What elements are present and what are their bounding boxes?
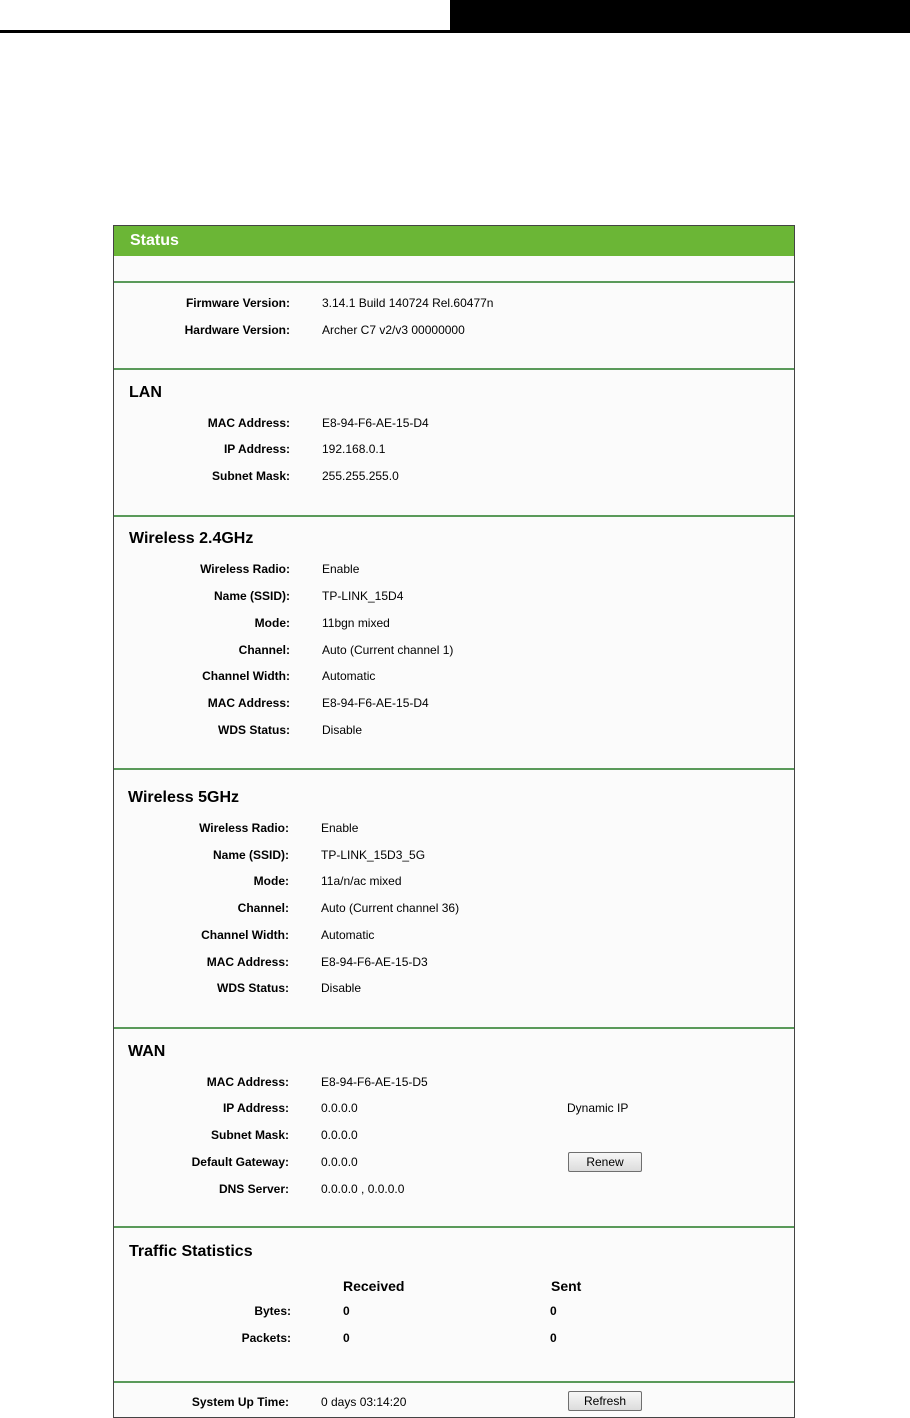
section-divider <box>114 1226 794 1228</box>
wireless5-mode-label: Mode: <box>253 874 289 888</box>
lan-ip-value: 192.168.0.1 <box>322 442 386 456</box>
wireless24-mode-value: 11bgn mixed <box>322 616 390 630</box>
wireless5-ssid-value: TP-LINK_15D3_5G <box>321 848 426 862</box>
wireless5-radio-value: Enable <box>321 821 359 835</box>
wan-gateway-value: 0.0.0.0 <box>321 1155 358 1169</box>
traffic-received-header: Received <box>343 1278 405 1294</box>
wireless24-ssid-label: Name (SSID): <box>213 589 290 603</box>
firmware-version-value: 3.14.1 Build 140724 Rel.60477n <box>322 296 494 310</box>
panel-title: Status <box>114 226 794 256</box>
status-panel <box>113 225 795 1418</box>
uptime-value: 0 days 03:14:20 <box>321 1395 407 1409</box>
wireless24-mode-label: Mode: <box>254 616 290 630</box>
wireless5-radio-label: Wireless Radio: <box>199 821 289 835</box>
lan-mask-label: Subnet Mask: <box>211 469 290 483</box>
wireless24-ssid-value: TP-LINK_15D4 <box>322 589 404 603</box>
wan-ip-label: IP Address: <box>222 1101 289 1115</box>
traffic-packets-received: 0 <box>343 1331 350 1345</box>
wireless5-ssid-label: Name (SSID): <box>212 848 289 862</box>
wan-mac-label: MAC Address: <box>206 1075 289 1089</box>
section-divider <box>114 515 794 517</box>
wireless24-heading: Wireless 2.4GHz <box>129 530 254 547</box>
hardware-version-label: Hardware Version: <box>184 323 290 337</box>
wireless5-channel-value: Auto (Current channel 36) <box>321 901 460 915</box>
section-divider <box>114 768 794 770</box>
renew-button[interactable]: Renew <box>568 1152 642 1172</box>
wan-connection-type: Dynamic IP <box>567 1101 629 1115</box>
wireless24-wds-label: WDS Status: <box>218 723 290 737</box>
wireless5-heading: Wireless 5GHz <box>128 789 240 806</box>
wireless5-width-value: Automatic <box>321 928 375 942</box>
traffic-heading: Traffic Statistics <box>129 1243 253 1260</box>
lan-heading: LAN <box>129 384 162 401</box>
refresh-button[interactable]: Refresh <box>568 1391 642 1411</box>
section-divider <box>114 1027 794 1029</box>
document-header-rule <box>0 30 452 33</box>
wan-mac-value: E8-94-F6-AE-15-D5 <box>321 1075 428 1089</box>
section-divider <box>114 368 794 370</box>
wireless5-width-label: Channel Width: <box>201 928 289 942</box>
wireless24-mac-label: MAC Address: <box>207 696 290 710</box>
wireless24-wds-value: Disable <box>322 723 363 737</box>
traffic-packets-label: Packets: <box>241 1331 291 1345</box>
lan-mask-value: 255.255.255.0 <box>322 469 399 483</box>
wan-heading: WAN <box>128 1043 166 1060</box>
wireless5-mode-value: 11a/n/ac mixed <box>321 874 402 888</box>
wireless5-wds-value: Disable <box>321 981 362 995</box>
lan-ip-label: IP Address: <box>223 442 290 456</box>
document-header-bar <box>450 0 910 33</box>
traffic-bytes-received: 0 <box>343 1304 350 1318</box>
wireless24-width-value: Automatic <box>322 669 376 683</box>
section-divider <box>114 1381 794 1383</box>
wan-mask-label: Subnet Mask: <box>210 1128 289 1142</box>
wireless24-width-label: Channel Width: <box>202 669 290 683</box>
wireless24-radio-value: Enable <box>322 562 360 576</box>
wan-dns-value: 0.0.0.0 , 0.0.0.0 <box>321 1182 405 1196</box>
wireless5-mac-label: MAC Address: <box>206 955 289 969</box>
wireless5-wds-label: WDS Status: <box>217 981 289 995</box>
hardware-version-value: Archer C7 v2/v3 00000000 <box>322 323 465 337</box>
lan-mac-value: E8-94-F6-AE-15-D4 <box>322 416 429 430</box>
traffic-bytes-sent: 0 <box>550 1304 557 1318</box>
firmware-version-label: Firmware Version: <box>185 296 290 310</box>
lan-mac-label: MAC Address: <box>207 416 290 430</box>
wireless24-radio-label: Wireless Radio: <box>200 562 290 576</box>
wireless24-channel-value: Auto (Current channel 1) <box>322 643 454 657</box>
wireless5-channel-label: Channel: <box>237 901 289 915</box>
wireless24-channel-label: Channel: <box>238 643 290 657</box>
wireless5-mac-value: E8-94-F6-AE-15-D3 <box>321 955 428 969</box>
uptime-label: System Up Time: <box>191 1395 289 1409</box>
wan-gateway-label: Default Gateway: <box>191 1155 289 1169</box>
traffic-bytes-label: Bytes: <box>254 1304 291 1318</box>
wan-dns-label: DNS Server: <box>218 1182 289 1196</box>
wireless24-mac-value: E8-94-F6-AE-15-D4 <box>322 696 429 710</box>
section-divider <box>114 281 794 283</box>
wan-mask-value: 0.0.0.0 <box>321 1128 358 1142</box>
traffic-packets-sent: 0 <box>550 1331 557 1345</box>
traffic-sent-header: Sent <box>551 1278 582 1294</box>
wan-ip-value: 0.0.0.0 <box>321 1101 358 1115</box>
